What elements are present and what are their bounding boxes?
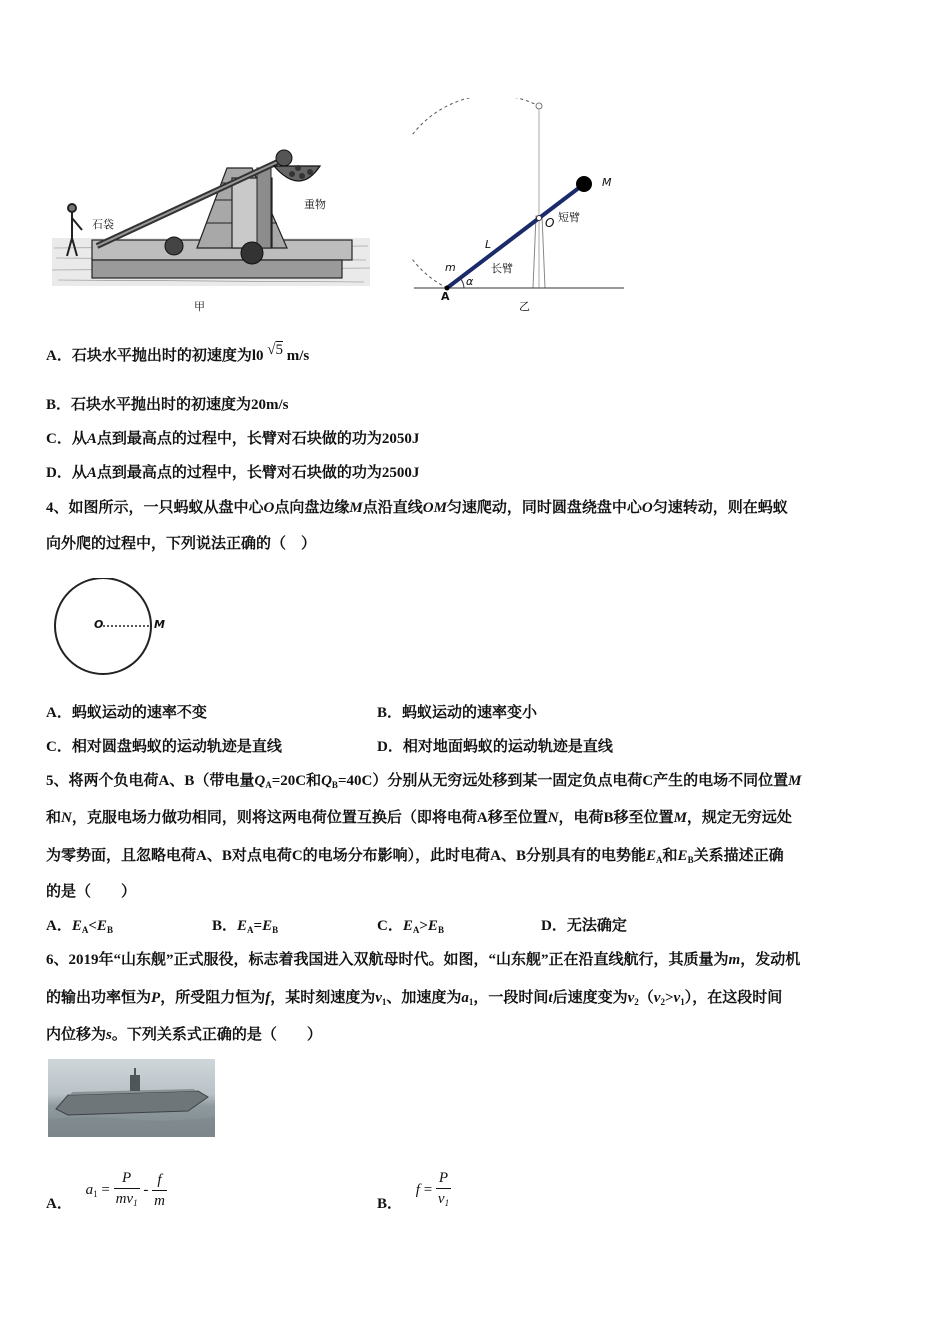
trebuchet-diagram (412, 98, 632, 313)
var-v: v (437, 1191, 445, 1207)
var-M: M (349, 500, 363, 516)
var-E: E (427, 918, 438, 934)
var-P: P (151, 990, 161, 1006)
var-m: m (728, 952, 741, 968)
subscript: B (437, 925, 444, 935)
q4-text: 4、如图所示，一只蚂蚁从盘中心 (46, 500, 264, 516)
subscript: B (687, 855, 694, 865)
subscript: 1 (93, 1188, 98, 1199)
var-Q: Q (321, 773, 332, 789)
q3-option-a (46, 342, 310, 366)
catapult-illustration (52, 138, 372, 313)
disk-circle (46, 578, 166, 678)
q6-b-formula (415, 1170, 451, 1208)
q3-c-post: 点到最高点的过程中，长臂对石块做的功为2050J (96, 431, 420, 447)
operator: = (253, 918, 263, 934)
var-v: v (126, 1191, 134, 1207)
q4-option-a: A．蚂蚁运动的速率不变 (46, 705, 207, 721)
q5-text: 和 (46, 810, 62, 826)
angle-alpha-label: α (466, 275, 474, 288)
subscript: 1 (680, 997, 685, 1007)
operator: = (423, 1181, 433, 1198)
q5-text: ，克服电场力做功相同，则将这两电荷位置互换后（即将电荷A移至位置 (71, 810, 548, 826)
var-M: M (673, 810, 687, 826)
var-N: N (547, 810, 559, 826)
var-O: O (263, 500, 275, 516)
var-O: O (641, 500, 653, 516)
operator: - (143, 1181, 149, 1198)
var-E: E (71, 918, 82, 934)
pivot-O-label: O (545, 216, 555, 230)
var-t: t (548, 990, 553, 1006)
q5-text: 关系描述正确 (693, 848, 784, 864)
subscript: 2 (660, 997, 665, 1007)
subscript: 1 (444, 1198, 450, 1208)
denominator (436, 1189, 451, 1213)
q6-text: 的输出功率恒为 (46, 990, 152, 1006)
stone-bag-label: 石袋 (92, 218, 114, 231)
length-L-label: L (485, 238, 492, 251)
subscript: B (106, 925, 113, 935)
q6-text: ，发动机 (740, 952, 801, 968)
var-M: M (788, 773, 802, 789)
subscript: A (656, 855, 663, 865)
subscript: A (265, 780, 272, 790)
q6-text: ，所受阻力恒为 (160, 990, 266, 1006)
q3-d-var: A (86, 465, 97, 481)
q6-text: ，一段时间 (473, 990, 549, 1006)
q5-stem-line2 (46, 808, 792, 828)
q3-c-var: A (86, 431, 97, 447)
q3-option-c (46, 429, 419, 449)
subscript: B (272, 925, 279, 935)
subscript: 2 (634, 997, 639, 1007)
var-N: N (61, 810, 72, 826)
var-E: E (237, 918, 248, 934)
q3-option-b: B．石块水平抛出时的初速度为20m/s (46, 397, 289, 413)
disk-center-O-label: O (94, 618, 104, 631)
fraction-f-over-m (152, 1170, 167, 1211)
q5-text: 为零势面，且忽略电荷A、B对点电荷C的电场分布影响），此时电荷A、B分别具有的电势能 (46, 848, 647, 864)
q6-stem-line3 (46, 1025, 322, 1045)
aircraft-carrier-photo (48, 1059, 215, 1137)
q5-option-c (377, 916, 444, 940)
q6-text: 6、2019年“山东舰”正式服役，标志着我国进入双航母时代。如图，“山东舰”正在沿直线航行，其质量为 (46, 952, 729, 968)
q3-d-pre: D．从 (46, 465, 87, 481)
operator: > (419, 918, 428, 934)
q6-text: 、加速度为 (386, 990, 462, 1006)
figure-jia-caption: 甲 (194, 300, 205, 313)
q3-a-text: A．石块水平抛出时的初速度为 (46, 348, 252, 364)
option-label: A． (46, 918, 72, 934)
q6-text: （ (638, 990, 654, 1006)
q6-stem-line1 (46, 950, 800, 970)
var-s: s (106, 1027, 112, 1043)
q4-option-d: D．相对地面蚂蚁的运动轨迹是直线 (377, 739, 613, 755)
var-E: E (646, 848, 657, 864)
denominator (114, 1189, 140, 1213)
sqrt-symbol: √5 (267, 342, 283, 358)
var-v: v (375, 990, 382, 1006)
var-m: m (115, 1191, 127, 1207)
option-label: C． (377, 918, 403, 934)
q3-d-post: 点到最高点的过程中，长臂对石块做的功为2500J (96, 465, 420, 481)
q5-text: 和 (662, 848, 678, 864)
var-a: a (85, 1181, 94, 1198)
q5-option-d: D．无法确定 (541, 918, 627, 934)
subscript: 1 (381, 997, 387, 1007)
numerator: f (152, 1170, 167, 1191)
disk-figure (46, 578, 166, 678)
q3-c-pre: C．从 (46, 431, 87, 447)
figure-yi-caption: 乙 (519, 300, 530, 313)
carrier-ship (48, 1059, 215, 1137)
q5-text: =40C）分别从无穷远处移到某一固定负点电荷C产生的电场不同位置 (337, 773, 789, 789)
numerator: P (436, 1168, 451, 1189)
var-a: a (461, 990, 469, 1006)
q5-text: 5、将两个负电荷A、B（带电量 (46, 773, 255, 789)
q5-text: ，电荷B移至位置 (558, 810, 674, 826)
q4-text: 点向盘边缘 (274, 500, 350, 516)
q4-text: 匀速转动，则在蚂蚁 (652, 500, 788, 516)
disk-edge-M-label: M (154, 618, 165, 631)
fraction-p-over-mv (114, 1168, 140, 1213)
q4-text: 匀速爬动，同时圆盘绕盘中心 (446, 500, 642, 516)
var-Q: Q (254, 773, 266, 789)
option-label: B． (212, 918, 238, 934)
q4-option-c: C．相对圆盘蚂蚁的运动轨迹是直线 (46, 739, 282, 755)
short-arm-label: 短臂 (558, 211, 580, 224)
var-f: f (265, 990, 271, 1006)
option-label: B． (377, 1195, 403, 1212)
q3-a-root: 5 (275, 342, 283, 358)
weight-label: 重物 (304, 198, 326, 211)
var-v: v (627, 990, 635, 1006)
operator: > (664, 990, 674, 1006)
subscript: A (247, 925, 254, 935)
q6-text: 后速度变为 (552, 990, 628, 1006)
q5-stem-line3 (46, 846, 784, 870)
trebuchet-schematic (412, 98, 632, 313)
long-arm-label: 长臂 (491, 262, 513, 275)
subscript: 1 (133, 1198, 138, 1208)
q6-text: ，某时刻速度为 (270, 990, 376, 1006)
var-E: E (402, 918, 413, 934)
numerator: P (114, 1168, 140, 1189)
q5-stem-line4: 的是（ ） (46, 884, 137, 900)
fraction-p-over-v (436, 1168, 451, 1213)
q3-a-value: l0 (251, 348, 264, 364)
mass-M-label: M (602, 176, 612, 189)
q5-text: =20C和 (271, 773, 322, 789)
subscript: B (331, 780, 338, 790)
var-v: v (673, 990, 681, 1006)
var-v: v (653, 990, 661, 1006)
q4-stem-line1 (46, 498, 788, 518)
q6-a-formula (85, 1170, 167, 1209)
var-E: E (96, 918, 107, 934)
q5-text: ，规定无穷远处 (686, 810, 792, 826)
q5-option-b (212, 916, 278, 940)
var-E: E (262, 918, 273, 934)
q3-option-d (46, 463, 419, 483)
q4-text: 点沿直线 (362, 500, 423, 516)
q6-text: 内位移为 (46, 1027, 107, 1043)
option-label: A． (46, 1195, 72, 1212)
q4-option-b: B．蚂蚁运动的速率变小 (377, 705, 538, 721)
q6-option-b (377, 1166, 451, 1216)
var-E: E (677, 848, 688, 864)
operator: = (101, 1181, 110, 1198)
q6-text: 。下列关系式正确的是（ ） (111, 1027, 322, 1043)
var-OM: OM (422, 500, 447, 516)
q5-stem-line1 (46, 771, 802, 795)
q3-a-unit: m/s (286, 348, 310, 364)
subscript: 1 (468, 997, 474, 1007)
point-A-label: A (441, 290, 450, 303)
q6-stem-line2 (46, 988, 782, 1012)
denominator: m (154, 1193, 165, 1209)
q5-option-a (46, 916, 113, 940)
var-f: f (415, 1181, 420, 1198)
subscript: A (412, 925, 420, 935)
operator: < (88, 918, 97, 934)
q6-text: ），在这段时间 (684, 990, 783, 1006)
q6-option-a (46, 1166, 167, 1216)
subscript: A (81, 925, 89, 935)
q4-stem-line2: 向外爬的过程中，下列说法正确的（ ） (46, 536, 317, 552)
stone-m-label: m (445, 261, 456, 274)
